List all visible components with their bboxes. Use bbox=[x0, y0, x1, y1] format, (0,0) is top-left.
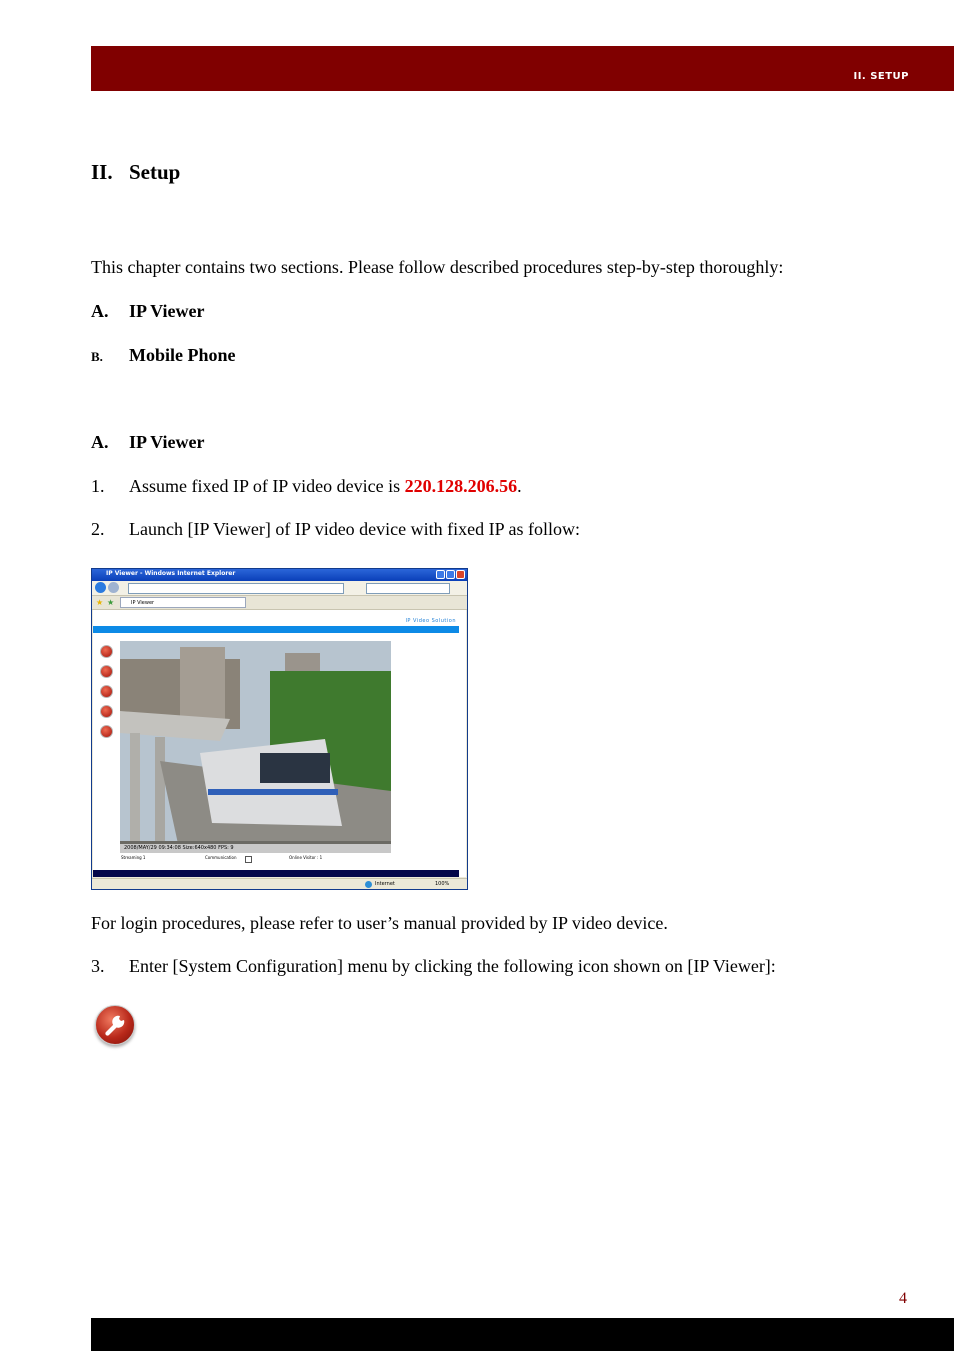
url-input bbox=[128, 583, 344, 594]
toc-item-ip-viewer: IP Viewer bbox=[129, 301, 205, 321]
login-note: For login procedures, please refer to user’s manual provided by IP video device. bbox=[91, 913, 668, 933]
browser-search-input bbox=[366, 583, 450, 594]
record-icon bbox=[100, 665, 113, 678]
wrench-icon bbox=[100, 725, 113, 738]
favorites-star-icon: ★ bbox=[96, 598, 104, 607]
blue-strip bbox=[93, 626, 459, 633]
browser-tabbar bbox=[92, 596, 467, 610]
communication-checkbox bbox=[245, 856, 252, 863]
video-feed bbox=[120, 641, 391, 853]
toc-item-mobile-phone: Mobile Phone bbox=[129, 345, 236, 365]
header-bar bbox=[91, 46, 954, 91]
viewer-page bbox=[93, 610, 466, 877]
chapter-title: Setup bbox=[129, 160, 181, 184]
system-configuration-wrench-icon bbox=[95, 1005, 135, 1045]
footer-bar bbox=[91, 1318, 954, 1351]
streaming-select: Streaming 1 bbox=[121, 855, 146, 860]
brand-label: IP Video Solution bbox=[405, 618, 456, 624]
online-visitor-label: Online Visitor : 1 bbox=[289, 855, 323, 860]
status-zone: Internet bbox=[375, 881, 395, 887]
step-1-number: 1. bbox=[91, 476, 105, 496]
ip-address: 220.128.206.56 bbox=[404, 476, 518, 496]
browser-statusbar bbox=[92, 878, 467, 890]
browser-tab: IP Viewer bbox=[120, 597, 246, 608]
step-1-end: . bbox=[517, 476, 522, 496]
add-favorite-icon: ★ bbox=[107, 598, 115, 607]
section-marker: A. bbox=[91, 432, 109, 452]
viewer-footer-band bbox=[93, 870, 459, 877]
ip-viewer-screenshot bbox=[91, 568, 468, 890]
internet-globe-icon bbox=[365, 881, 372, 888]
step-2-text: Launch [IP Viewer] of IP video device with fixed IP as follow: bbox=[129, 519, 580, 539]
video-osd: 2008/MAY/29 09:34:08 Size:640x480 FPS: 9 bbox=[120, 844, 391, 853]
maximize-icon bbox=[446, 570, 455, 579]
intro-paragraph: This chapter contains two sections. Please follow described procedures step-by-step thoroughly: bbox=[91, 257, 784, 277]
toc-marker-a: A. bbox=[91, 301, 109, 321]
browser-window-title: IP Viewer - Windows Internet Explorer bbox=[106, 570, 236, 577]
step-2-number: 2. bbox=[91, 519, 105, 539]
page-number: 4 bbox=[899, 1290, 907, 1307]
communication-label: Communication bbox=[205, 855, 237, 860]
video-pillar-2 bbox=[155, 737, 165, 843]
step-3-text: Enter [System Configuration] menu by clicking the following icon shown on [IP Viewer]: bbox=[129, 956, 776, 976]
back-icon bbox=[95, 582, 106, 593]
fullscreen-icon bbox=[100, 685, 113, 698]
header-section-label: II. SETUP bbox=[853, 71, 909, 82]
video-train-window bbox=[260, 753, 330, 783]
zoom-level: 100% bbox=[435, 881, 450, 887]
video-pillar-1 bbox=[130, 733, 140, 843]
step-1-lead: Assume fixed IP of IP video device is bbox=[129, 476, 405, 496]
step-1-text bbox=[129, 475, 522, 497]
step-3-number: 3. bbox=[91, 956, 105, 976]
wrench-icon bbox=[96, 1006, 134, 1044]
minimize-icon bbox=[436, 570, 445, 579]
browser-titlebar bbox=[92, 569, 467, 581]
video-train-stripe bbox=[208, 789, 338, 795]
toc-marker-b: B. bbox=[91, 349, 103, 364]
snapshot-icon bbox=[100, 645, 113, 658]
chapter-number: II. bbox=[91, 160, 113, 184]
close-icon bbox=[456, 570, 465, 579]
forward-icon bbox=[108, 582, 119, 593]
section-heading: IP Viewer bbox=[129, 432, 205, 452]
sd-card-icon bbox=[100, 705, 113, 718]
viewer-status-line bbox=[93, 854, 459, 862]
address-bar bbox=[92, 581, 467, 596]
